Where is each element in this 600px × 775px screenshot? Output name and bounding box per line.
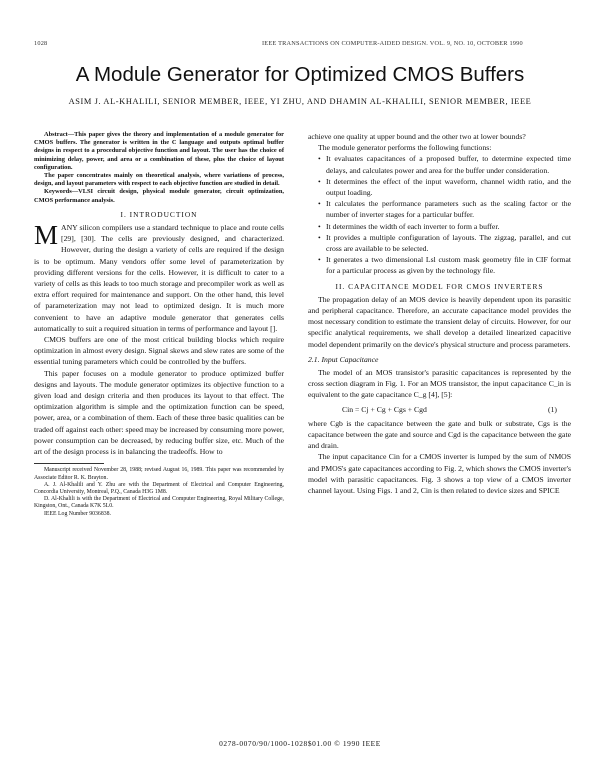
intro-paragraph-2: CMOS buffers are one of the most critical building blocks which require optimization in almost every design. Signal skews and slew rates are some of the essential tuning parameters which could be controlled by the buffers. <box>34 335 284 367</box>
subsection-heading-input-capacitance: 2.1. Input Capacitance <box>308 354 379 364</box>
abstract-paragraph-2: The paper concentrates mainly on theoretical analysis, where variations of process, design, and layout parameters with respect to each objective function are studied in detail. <box>34 172 284 188</box>
footnote-log-number: IEEE Log Number 9036838. <box>44 510 111 517</box>
equation-1 <box>308 401 571 418</box>
footnote-manuscript: Manuscript received November 28, 1988; revised August 16, 1989. This paper was recommended by Associate Editor R. K. Brayton. <box>34 467 284 481</box>
section2-paragraph: The propagation delay of an MOS device is heavily dependent upon its parasitic and peripheral capacitance. Therefore, an accurate capacitance model provides the most necessary condition to estimate the transient delay of circuits. However, for our specific analytical requirements, we shall develop a detailed linearized capacitive model dependent primarily on the device's physical structure and process parameters. <box>308 294 571 349</box>
functions-intro: The module generator performs the following functions: <box>318 143 492 153</box>
equation-number: (1) <box>548 404 557 414</box>
list-item: • It evaluates capacitances of a proposed buffer, to determine expected time delays, and calculates power and area for the buffer under consideration. <box>318 153 571 175</box>
abstract-paragraph: Abstract—This paper gives the theory and implementation of a module generator for CMOS buffers. The generator is written in the C language and outputs optimal buffer designs in respect to a procedural objective function and layout. The user has the choice of minimizing delay, power, and area or a combination of these, plus the choice of layout configuration. <box>34 131 284 171</box>
section-heading-capacitance: II. CAPACITANCE MODEL FOR CMOS INVERTERS <box>335 281 544 291</box>
subsection-paragraph-1: The model of an MOS transistor's parasitic capacitances is represented by the cross section diagram in Fig. 1. For an MOS transistor, the input capacitance C_in is equivalent to the gate capacitance C_g [4], [5]: <box>308 368 571 400</box>
intro-paragraph-1-text: ANY silicon compilers use a standard technique to place and route cells [29], [30]. The cells are previously designed, and characterized. However, during the design a variety of cells are required if the design is to be optimum. Many vendors offer some level of parameterization by providing different versions for the cells. However, it is difficult to cater to a variety of cells as this leads to too much storage and precompiler work as well as extra effort required for maintenance and support. On the other hand, this level of parameterization may not lead to optimized design. It is much more convenient to have an adaptive module generator that generates cells automatically to suit a required situation in terms of performance and layout []. <box>34 223 284 333</box>
journal-header: IEEE TRANSACTIONS ON COMPUTER-AIDED DESIGN. VOL. 9, NO. 10, OCTOBER 1990 <box>262 40 523 47</box>
author-line: ASIM J. AL-KHALILI, SENIOR MEMBER, IEEE, YI ZHU, AND DHAMIN AL-KHALILI, SENIOR MEMBER, IEEE <box>68 97 532 106</box>
functions-list <box>308 153 571 276</box>
right-column <box>308 131 571 496</box>
section-heading-introduction: I. INTRODUCTION <box>120 209 198 219</box>
index-terms: Keywords—VLSI circuit design, physical module generator, circuit optimization, CMOS performance analysis. <box>34 188 284 204</box>
page-number: 1028 <box>34 40 48 47</box>
footnote-affiliation-1: A. J. Al-Khalili and Y. Zhu are with the Department of Electrical and Computer Engineering, Concordia University, Montreal, P.Q., Canada H3G 1M8. <box>34 481 284 495</box>
continued-paragraph: achieve one quality at upper bound and the other two at lower bounds? <box>308 132 526 141</box>
list-item: • It determines the effect of the input waveform, channel width ratio, and the output loading. <box>318 176 571 198</box>
list-item: • It provides a multiple configuration of layouts. The zigzag, parallel, and cut cross are available to be selected. <box>318 232 571 254</box>
subsection-paragraph-3: The input capacitance Cin for a CMOS inverter is lumped by the sum of NMOS and PMOS's gate capacitances according to Fig. 2, which shows the CMOS inverter's model with parasitic capacitances. Fig. 3 shows a top view of a CMOS inverter channel layout. Using Figs. 1 and 2, Cin is then related to device sizes and SPICE <box>308 452 571 496</box>
footnote-affiliation-2: D. Al-Khalili is with the Department of Electrical and Computer Engineering, Royal Military College, Kingston, Ont., Canada K7K 5L0. <box>34 496 284 510</box>
footnote-divider <box>34 463 104 464</box>
copyright-line: 0278-0070/90/1000-1028$01.00 © 1990 IEEE <box>219 739 381 748</box>
subsection-paragraph-2: where Cgb is the capacitance between the gate and bulk or substrate, Cgs is the capacitance between the gate and source and Cgd is the capacitance between the gate and drain. <box>308 418 571 451</box>
equation-body: Cin = Cj + Cg + Cgs + Cgd <box>342 404 427 414</box>
left-column <box>34 131 284 518</box>
intro-paragraph-3: This paper focuses on a module generator to produce optimized buffer designs and layouts. The module generator optimizes its objective function to a given load and design criteria and then produces its layout to that effect. The optimization algorithm is simple and the optimization function can be speed, power, area, or a combination of them. Each of these three basic qualities can be traded off against each other: speed may be increased by consuming more power, power consumption can be decreased, by reducing buffer size, etc. Much of the art of the design process is in balancing the tradeoffs. How to <box>34 368 284 457</box>
drop-cap: M <box>34 220 59 251</box>
intro-paragraph-1 <box>34 222 284 334</box>
list-item: • It determines the width of each inverter to form a buffer. <box>318 221 571 232</box>
paper-title: A Module Generator for Optimized CMOS Buffers <box>75 63 525 86</box>
list-item: • It calculates the performance parameters such as the scaling factor or the number of inverter stages for a particular buffer. <box>318 198 571 220</box>
list-item: • It generates a two dimensional Lsl custom mask geometry file in CIF format for a particular process as given by the technology file. <box>318 254 571 276</box>
